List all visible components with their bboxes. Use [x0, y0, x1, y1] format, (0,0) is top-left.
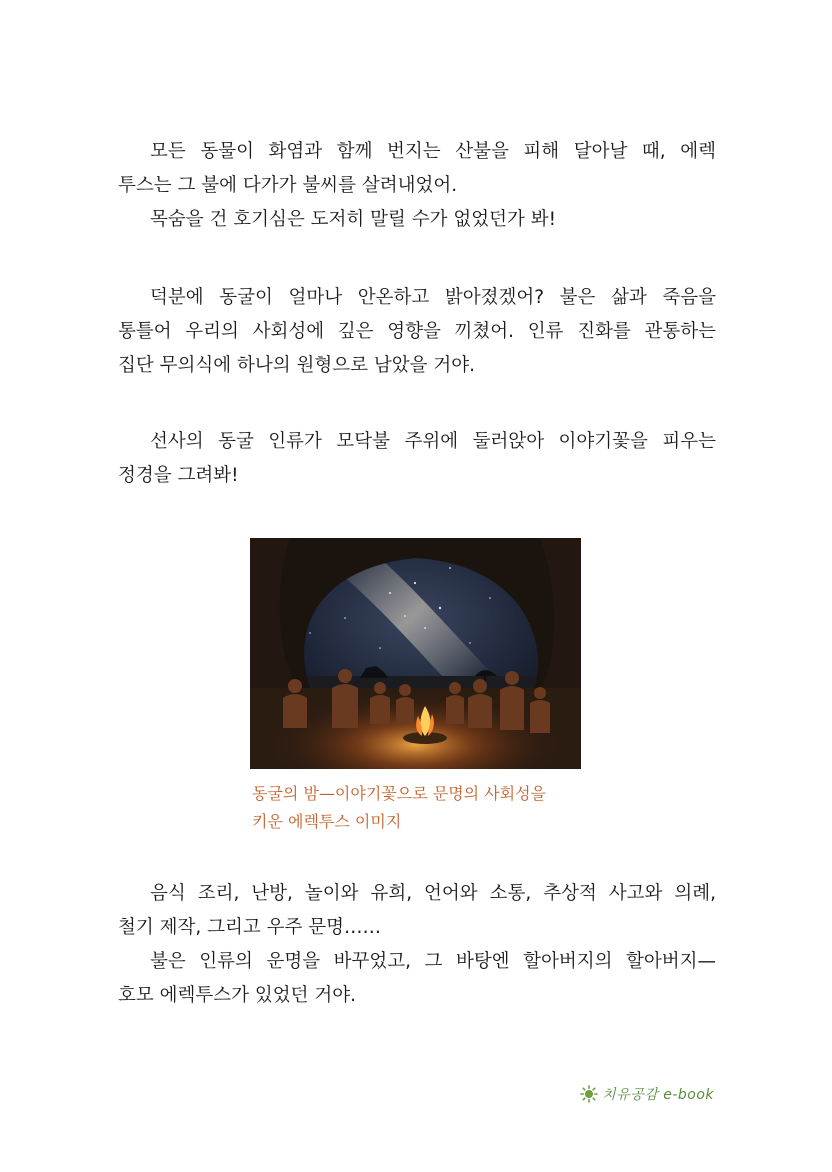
- text-line: 정경을 그려봐!: [118, 465, 239, 486]
- paragraph-3: [118, 425, 716, 493]
- cave-campfire-image: [250, 538, 581, 769]
- text-line: 불은 인류의 운명을 바꾸었고, 그 바탕엔 할아버지의 할아버지—: [150, 951, 716, 972]
- text-line: 목숨을 건 호기심은 도저히 말릴 수가 없었던가 봐!: [150, 209, 557, 230]
- text-line: 집단 무의식에 하나의 원형으로 남았을 거야.: [118, 355, 475, 376]
- text-line: 투스는 그 불에 다가가 불씨를 살려내었어.: [118, 175, 458, 196]
- text-line: 음식 조리, 난방, 놀이와 유희, 언어와 소통, 추상적 사고와 의례,: [150, 883, 716, 904]
- text-line: 모든 동물이 화염과 함께 번지는 산불을 피해 달아날 때, 에렉: [150, 141, 716, 162]
- text-line: 철기 제작, 그리고 우주 문명……: [118, 917, 381, 938]
- text-line: 통틀어 우리의 사회성에 깊은 영향을 끼쳤어. 인류 진화를 관통하는: [118, 321, 716, 342]
- publisher-brand: [580, 1084, 714, 1104]
- sun-leaf-logo-icon: [580, 1085, 598, 1103]
- text-line: 덕분에 동굴이 얼마나 안온하고 밝아졌겠어? 불은 삶과 죽음을: [150, 287, 716, 308]
- brand-text: 치유공감 e-book: [602, 1087, 714, 1103]
- caption-line: 키운 에렉투스 이미지: [252, 812, 402, 831]
- paragraph-2: [118, 281, 716, 383]
- text-line: 호모 에렉투스가 있었던 거야.: [118, 985, 356, 1006]
- cave-night-illustration: [250, 538, 581, 769]
- caption-line: 동굴의 밤—이야기꽃으로 문명의 사회성을: [252, 784, 547, 803]
- figure-caption: [252, 780, 612, 836]
- text-line: 선사의 동굴 인류가 모닥불 주위에 둘러앉아 이야기꽃을 피우는: [150, 431, 716, 452]
- paragraph-1: [118, 135, 716, 237]
- paragraph-4: [118, 877, 716, 1013]
